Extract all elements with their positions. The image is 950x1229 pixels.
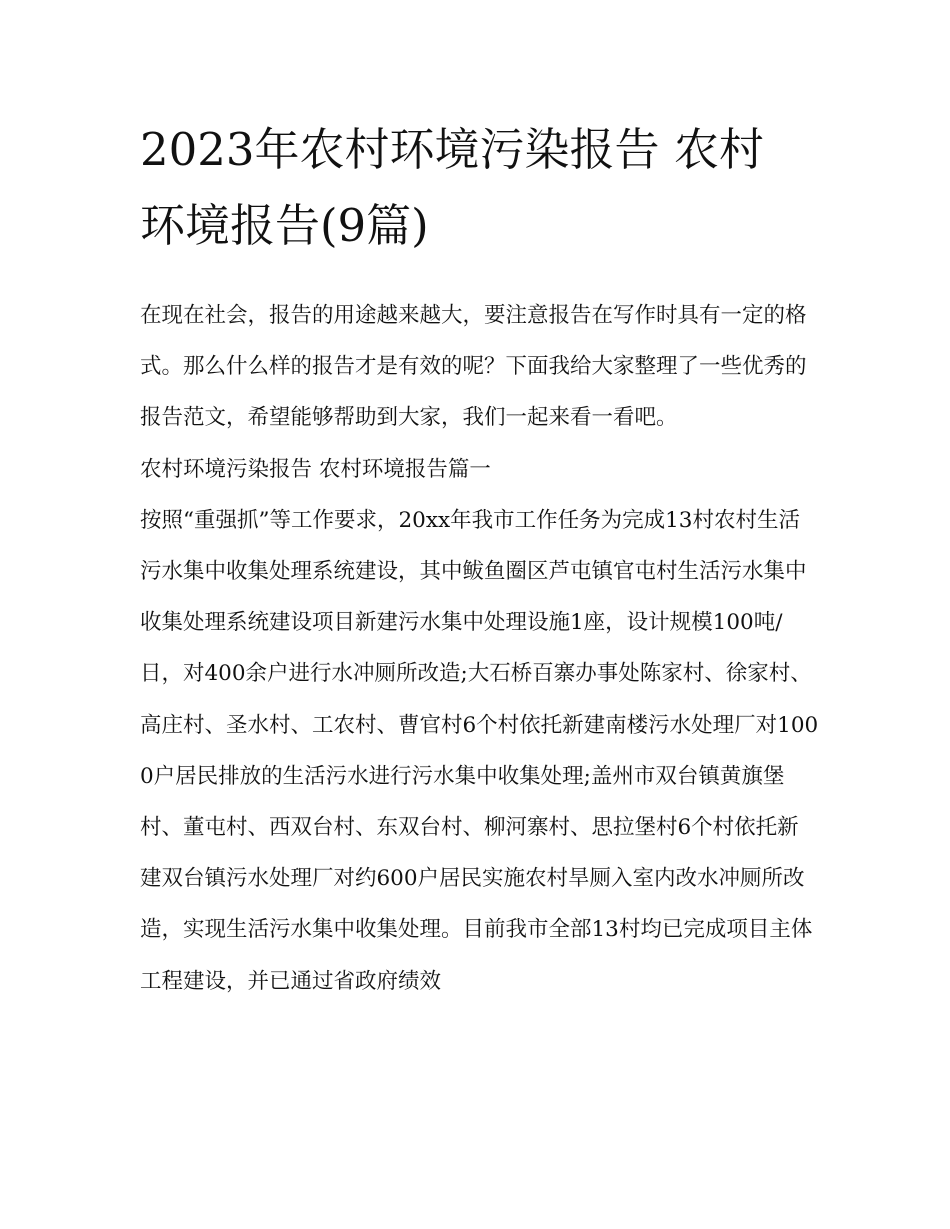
body-paragraph: 按照“重强抓”等工作要求，20xx年我市工作任务为完成13村农村生活污水集中收集处理系统建设，其中鲅鱼圈区芦屯镇官屯村生活污水集中收集处理系统建设项目新建污水集中处理设施1座，设计规模100吨/日，对400余户进行水冲厕所改造;大石桥百寨办事处陈家村、徐家村、高庄村、圣水村、工农村、曹官村6个村依托新建南楼污水处理厂对1000户居民排放的生活污水进行污水集中收集处理;盖州市双台镇黄旗堡村、董屯村、西双台村、东双台村、柳河寨村、思拉堡村6个村依托新建双台镇污水处理厂对约600户居民实施农村旱厕入室内改水冲厕所改造，实现生活污水集中收集处理。目前我市全部13村均已完成项目主体工程建设，并已通过省政府绩效 <box>140 507 819 994</box>
section-heading: 农村环境污染报告 农村环境报告篇一 <box>140 456 491 482</box>
document-title: 2023年农村环境污染报告 农村环境报告(9篇) <box>140 123 764 252</box>
document-content <box>140 112 820 1007</box>
intro-paragraph: 在现在社会，报告的用途越来越大，要注意报告在写作时具有一定的格式。那么什么样的报告才是有效的呢？下面我给大家整理了一些优秀的报告范文，希望能够帮助到大家，我们一起来看一看吧。 <box>140 303 807 431</box>
